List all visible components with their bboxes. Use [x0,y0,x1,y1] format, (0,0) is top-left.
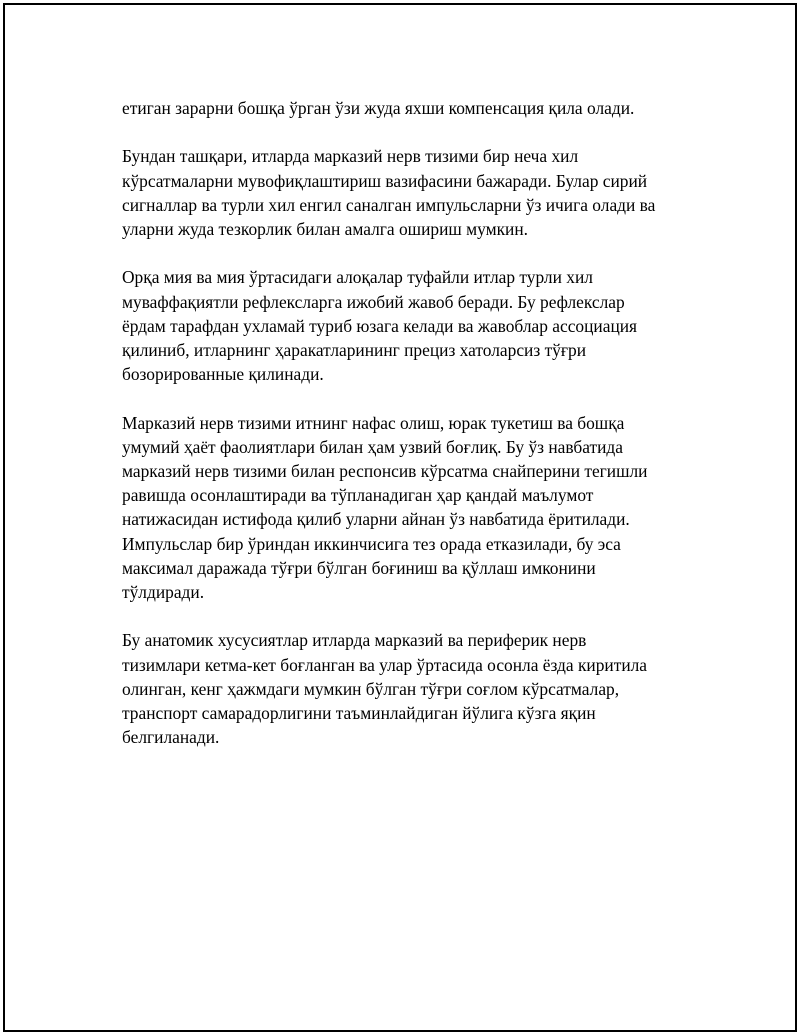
text-line: етиган зарарни бошқа ўрган ўзи жуда яхши компенсация қила олади. [122,98,635,118]
text-line: қилиниб, итларнинг ҳаракатларининг прециз хатоларсиз тўғри [122,340,587,360]
text-line: бозорированные қилинади. [122,364,324,385]
text-line: транспорт самарадорлигини таъминлайдиган йўлига кўзга яқин [122,703,596,724]
text-line: тўлдиради. [122,582,205,603]
text-line: муваффақиятли рефлексларга ижобий жавоб беради. Бу рефлекслар [122,291,625,312]
text-line: равишда осонлаштиради ва тўпланадиган ҳар қандай маълумот [122,485,594,506]
paragraph-5 [122,628,702,749]
document-body [122,96,702,774]
text-line: максимал даражада тўғри бўлган боғиниш ва қўллаш имконини [122,557,596,578]
text-line: ёрдам тарафдан ухламай туриб юзага келади ва жавоблар ассоциация [122,315,638,336]
text-line: Орқа мия ва мия ўртасидаги алоқалар туфайли итлар турли хил [122,267,593,288]
text-line: Марказий нерв тизими итнинг нафас олиш, юрак тукетиш ва бошқа [122,412,625,433]
paragraph-3 [122,265,702,386]
text-line: Импульслар бир ўриндан иккинчисига тез орада етказилади, бу эса [122,533,621,554]
text-line: сигналлар ва турли хил енгил саналган импульсларни ўз ичига олади ва [122,194,656,215]
paragraph-1 [122,96,702,120]
text-line: белгиланади. [122,727,220,748]
text-line: натижасидан истифода қилиб уларни айнан ўз навбатида ёритилади. [122,509,630,530]
page-frame [3,3,797,1032]
paragraph-2 [122,144,702,241]
text-line: Бу анатомик хусусиятлар итларда марказий ва периферик нерв [122,630,587,651]
text-line: умумий ҳаёт фаолиятлари билан ҳам узвий боғлиқ. Бу ўз навбатида [122,436,623,457]
text-line: олинган, кенг ҳажмдаги мумкин бўлган тўғри соғлом кўрсатмалар, [122,678,620,699]
text-line: кўрсатмаларни мувофиқлаштириш вазифасини бажаради. Булар сирий [122,170,648,191]
paragraph-4 [122,411,702,605]
text-line: тизимлари кетма-кет боғланган ва улар ўртасида осонла ёзда киритила [122,654,648,675]
text-line: уларни жуда тезкорлик билан амалга ошириш мумкин. [122,219,529,239]
text-line: Бундан ташқари, итларда марказий нерв тизими бир неча хил [122,146,579,167]
text-line: марказий нерв тизими билан респонсив кўрсатма снайперини тегишли [122,461,648,481]
